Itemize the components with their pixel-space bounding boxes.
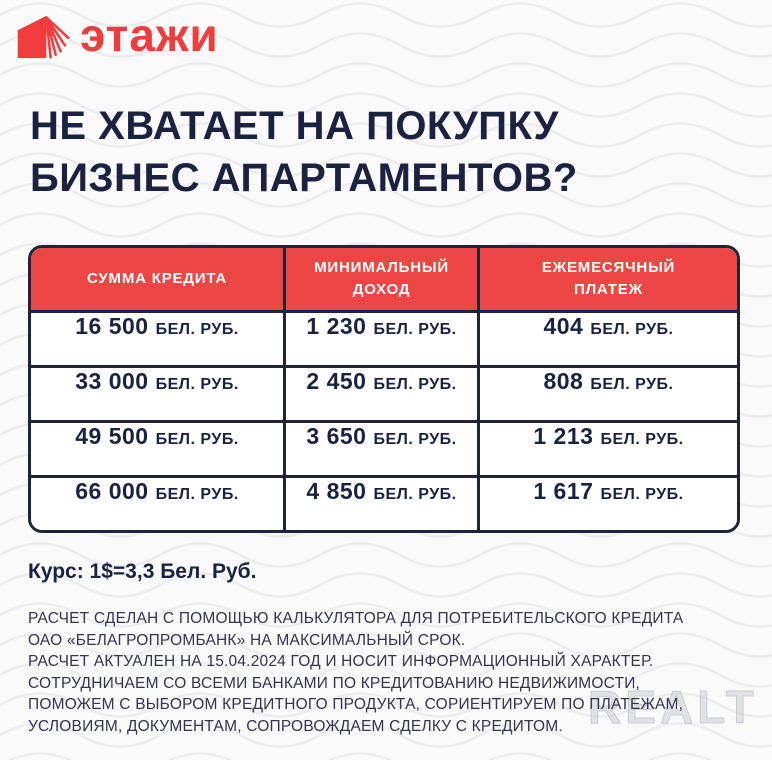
page-title-line1: НЕ ХВАТАЕТ НА ПОКУПКУ: [30, 104, 559, 148]
header-label: ЕЖЕМЕСЯЧНЫЙ ПЛАТЕЖ: [541, 259, 676, 298]
cell-amount: 2 450: [306, 368, 367, 394]
cell-amount: 33 000: [75, 368, 149, 394]
cell-amount: 66 000: [75, 478, 149, 504]
etazhi-house-icon: [16, 14, 70, 60]
page-title: [30, 100, 750, 204]
credit-table: [28, 245, 740, 533]
table-cell: [283, 313, 480, 365]
table-row: [31, 420, 737, 475]
cell-amount: 404: [543, 313, 584, 339]
cell-amount: 808: [543, 368, 584, 394]
header-cell-loan-sum: [31, 248, 283, 310]
table-row: [31, 310, 737, 365]
page-title-line2: БИЗНЕС АПАРТАМЕНТОВ?: [30, 156, 578, 200]
cell-unit: БЕЛ. РУБ.: [590, 321, 674, 338]
cell-amount: 1 230: [306, 313, 367, 339]
cell-amount: 4 850: [306, 478, 367, 504]
exchange-rate-note: Курс: 1$=3,3 Бел. Руб.: [28, 560, 257, 583]
cell-amount: 3 650: [306, 423, 367, 449]
table-cell: [31, 423, 283, 475]
cell-amount: 16 500: [75, 313, 149, 339]
disclaimer-line: УСЛОВИЯМ, ДОКУМЕНТАМ, СОПРОВОЖДАЕМ СДЕЛКУ С КРЕДИТОМ.: [28, 717, 563, 735]
table-cell: [31, 368, 283, 420]
header-cell-min-income: [283, 248, 480, 310]
table-cell: [31, 478, 283, 530]
cell-unit: БЕЛ. РУБ.: [155, 431, 239, 448]
cell-unit: БЕЛ. РУБ.: [155, 486, 239, 503]
cell-amount: 1 213: [533, 423, 594, 449]
table-cell: [480, 478, 737, 530]
disclaimer-text: [28, 608, 752, 737]
cell-unit: БЕЛ. РУБ.: [155, 376, 239, 393]
cell-unit: БЕЛ. РУБ.: [373, 486, 457, 503]
table-cell: [283, 368, 480, 420]
table-cell: [31, 313, 283, 365]
cell-unit: БЕЛ. РУБ.: [155, 321, 239, 338]
table-cell: [480, 313, 737, 365]
table-cell: [283, 423, 480, 475]
brand-name: этажи: [80, 9, 219, 61]
cell-unit: БЕЛ. РУБ.: [600, 431, 684, 448]
etazhi-logo: [16, 9, 219, 62]
table-cell: [480, 423, 737, 475]
table-cell: [480, 368, 737, 420]
header-label: МИНИМАЛЬНЫЙ ДОХОД: [314, 259, 449, 298]
cell-amount: 1 617: [533, 478, 594, 504]
table-cell: [283, 478, 480, 530]
cell-unit: БЕЛ. РУБ.: [373, 431, 457, 448]
header-cell-monthly-payment: [480, 248, 737, 310]
cell-unit: БЕЛ. РУБ.: [600, 486, 684, 503]
disclaimer-line: СОТРУДНИЧАЕМ СО ВСЕМИ БАНКАМИ ПО КРЕДИТОВАНИЮ НЕДВИЖИМОСТИ,: [28, 674, 641, 692]
table-row: [31, 365, 737, 420]
header-label: СУММА КРЕДИТА: [86, 270, 228, 288]
table-row: [31, 475, 737, 530]
disclaimer-line: ОАО «БЕЛАГРОПРОМБАНК» НА МАКСИМАЛЬНЫЙ СРОК.: [28, 631, 466, 649]
cell-unit: БЕЛ. РУБ.: [373, 321, 457, 338]
cell-unit: БЕЛ. РУБ.: [373, 376, 457, 393]
disclaimer-line: РАСЧЕТ АКТУАЛЕН НА 15.04.2024 ГОД И НОСИТ ИНФОРМАЦИОННЫЙ ХАРАКТЕР.: [28, 653, 654, 670]
realt-watermark: REALT: [588, 681, 758, 733]
disclaimer-line: РАСЧЕТ СДЕЛАН С ПОМОЩЬЮ КАЛЬКУЛЯТОРА ДЛЯ ПОТРЕБИТЕЛЬСКОГО КРЕДИТА: [28, 610, 684, 627]
cell-amount: 49 500: [75, 423, 149, 449]
disclaimer-line: ПОМОЖЕМ С ВЫБОРОМ КРЕДИТНОГО ПРОДУКТА, СОРИЕНТИРУЕМ ПО ПЛАТЕЖАМ,: [28, 696, 684, 713]
credit-table-header-row: [31, 248, 737, 310]
cell-unit: БЕЛ. РУБ.: [590, 376, 674, 393]
